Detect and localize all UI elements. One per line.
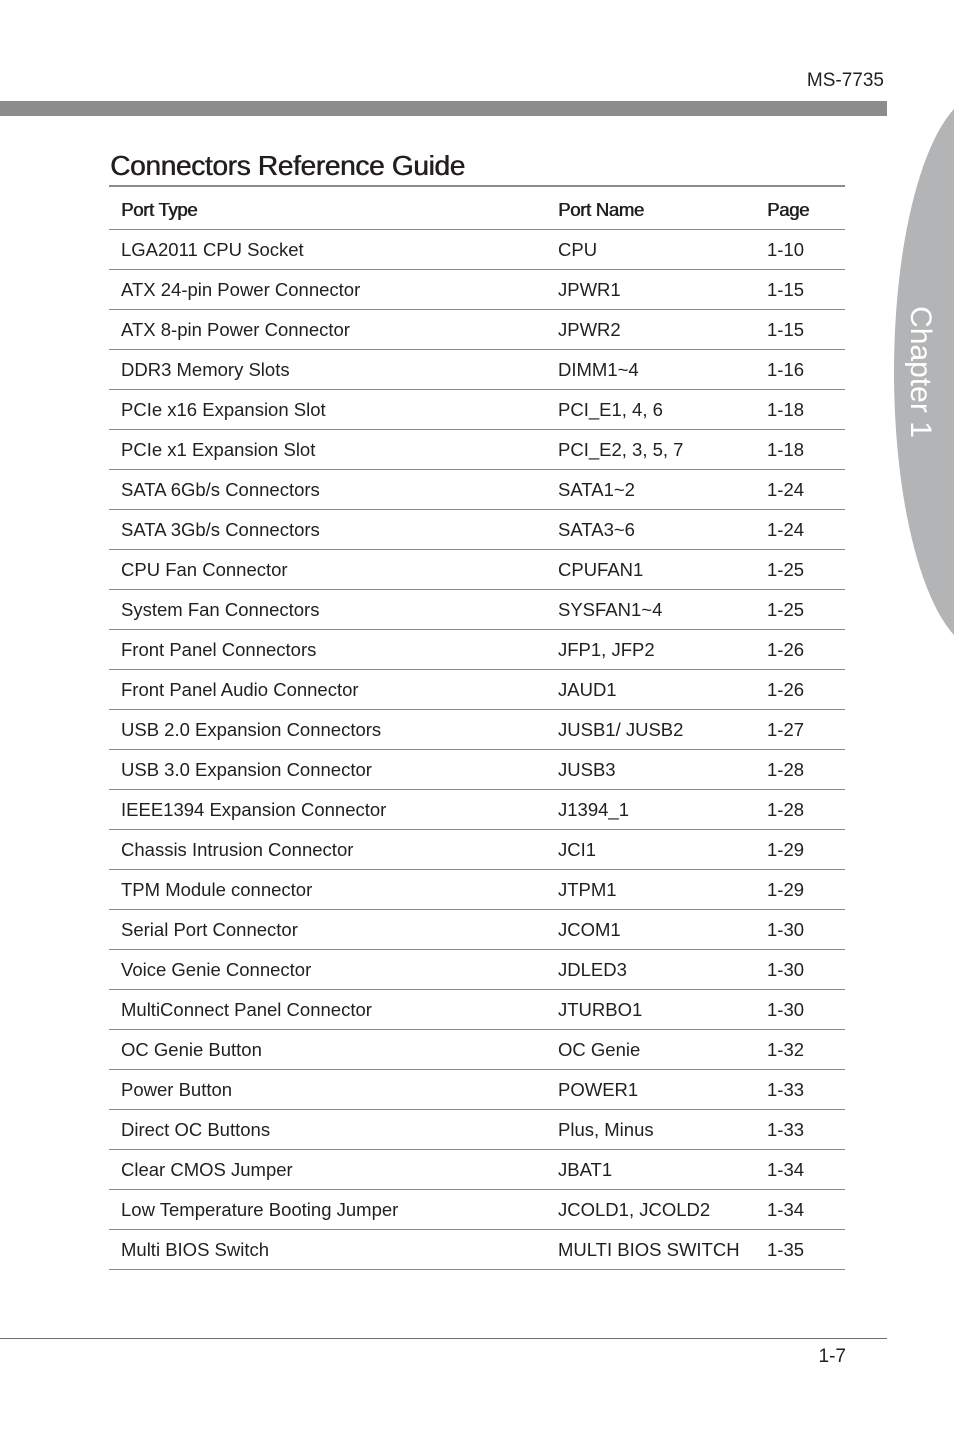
table-header-row (109, 190, 845, 230)
cell-page: 1-33 (755, 1070, 845, 1110)
cell-port-name: JPWR2 (546, 310, 755, 350)
cell-page: 1-29 (755, 870, 845, 910)
table-row (109, 1070, 845, 1110)
cell-port-type: PCIe x16 Expansion Slot (109, 390, 546, 430)
cell-page: 1-24 (755, 470, 845, 510)
cell-page: 1-25 (755, 590, 845, 630)
table-row (109, 510, 845, 550)
cell-port-name: CPUFAN1 (546, 550, 755, 590)
page-number: 1-7 (818, 1346, 846, 1367)
cell-page: 1-34 (755, 1150, 845, 1190)
table-row (109, 270, 845, 310)
table-row (109, 1230, 845, 1270)
cell-port-name: J1394_1 (546, 790, 755, 830)
cell-port-type: TPM Module connector (109, 870, 546, 910)
cell-port-name: JFP1, JFP2 (546, 630, 755, 670)
cell-page: 1-15 (755, 310, 845, 350)
cell-port-type: LGA2011 CPU Socket (109, 230, 546, 270)
cell-port-type: DDR3 Memory Slots (109, 350, 546, 390)
cell-port-type: CPU Fan Connector (109, 550, 546, 590)
cell-port-name: JCOM1 (546, 910, 755, 950)
cell-port-name: JBAT1 (546, 1150, 755, 1190)
cell-port-name: JCI1 (546, 830, 755, 870)
cell-page: 1-30 (755, 950, 845, 990)
cell-port-name: JDLED3 (546, 950, 755, 990)
cell-port-name: JUSB1/ JUSB2 (546, 710, 755, 750)
table-row (109, 350, 845, 390)
cell-port-type: USB 3.0 Expansion Connector (109, 750, 546, 790)
table-body (109, 230, 845, 1270)
cell-port-name: MULTI BIOS SWITCH (546, 1230, 755, 1270)
column-header-port-name: Port Name (546, 190, 755, 230)
column-header-port-type: Port Type (109, 190, 546, 230)
cell-page: 1-33 (755, 1110, 845, 1150)
cell-page: 1-24 (755, 510, 845, 550)
cell-port-type: Multi BIOS Switch (109, 1230, 546, 1270)
connectors-table (109, 190, 845, 1270)
cell-page: 1-30 (755, 990, 845, 1030)
page-title: Connectors Reference Guide (110, 150, 465, 181)
cell-page: 1-16 (755, 350, 845, 390)
cell-port-name: SATA3~6 (546, 510, 755, 550)
cell-page: 1-35 (755, 1230, 845, 1270)
cell-page: 1-26 (755, 630, 845, 670)
table-row (109, 830, 845, 870)
cell-port-type: USB 2.0 Expansion Connectors (109, 710, 546, 750)
cell-port-name: POWER1 (546, 1070, 755, 1110)
cell-port-type: Direct OC Buttons (109, 1110, 546, 1150)
cell-port-name: PCI_E2, 3, 5, 7 (546, 430, 755, 470)
cell-port-type: ATX 24-pin Power Connector (109, 270, 546, 310)
cell-page: 1-18 (755, 390, 845, 430)
cell-port-type: Voice Genie Connector (109, 950, 546, 990)
cell-page: 1-30 (755, 910, 845, 950)
cell-port-name: JCOLD1, JCOLD2 (546, 1190, 755, 1230)
cell-port-name: JAUD1 (546, 670, 755, 710)
model-number: MS-7735 (806, 70, 884, 91)
table-row (109, 430, 845, 470)
table-row (109, 630, 845, 670)
cell-port-type: SATA 6Gb/s Connectors (109, 470, 546, 510)
table-row (109, 950, 845, 990)
cell-port-type: Chassis Intrusion Connector (109, 830, 546, 870)
cell-page: 1-34 (755, 1190, 845, 1230)
cell-port-type: Front Panel Audio Connector (109, 670, 546, 710)
cell-port-type: MultiConnect Panel Connector (109, 990, 546, 1030)
cell-port-name: OC Genie (546, 1030, 755, 1070)
column-header-page: Page (755, 190, 845, 230)
cell-page: 1-18 (755, 430, 845, 470)
table-row (109, 710, 845, 750)
table-row (109, 550, 845, 590)
cell-port-name: Plus, Minus (546, 1110, 755, 1150)
cell-page: 1-32 (755, 1030, 845, 1070)
cell-port-type: ATX 8-pin Power Connector (109, 310, 546, 350)
cell-page: 1-15 (755, 270, 845, 310)
table-row (109, 230, 845, 270)
cell-port-name: CPU (546, 230, 755, 270)
cell-page: 1-27 (755, 710, 845, 750)
table-row (109, 1190, 845, 1230)
cell-port-name: JPWR1 (546, 270, 755, 310)
cell-port-type: PCIe x1 Expansion Slot (109, 430, 546, 470)
cell-page: 1-10 (755, 230, 845, 270)
cell-port-name: DIMM1~4 (546, 350, 755, 390)
cell-page: 1-29 (755, 830, 845, 870)
cell-page: 1-26 (755, 670, 845, 710)
cell-port-type: Serial Port Connector (109, 910, 546, 950)
cell-port-name: JTPM1 (546, 870, 755, 910)
cell-port-type: IEEE1394 Expansion Connector (109, 790, 546, 830)
cell-port-type: SATA 3Gb/s Connectors (109, 510, 546, 550)
table-row (109, 910, 845, 950)
cell-page: 1-25 (755, 550, 845, 590)
table-row (109, 590, 845, 630)
cell-port-type: Front Panel Connectors (109, 630, 546, 670)
cell-port-type: Low Temperature Booting Jumper (109, 1190, 546, 1230)
table-row (109, 1030, 845, 1070)
cell-port-type: Clear CMOS Jumper (109, 1150, 546, 1190)
table-row (109, 670, 845, 710)
table-row (109, 870, 845, 910)
header-bar (0, 101, 887, 116)
table-row (109, 790, 845, 830)
table-row (109, 990, 845, 1030)
cell-port-type: System Fan Connectors (109, 590, 546, 630)
cell-port-name: JUSB3 (546, 750, 755, 790)
cell-port-type: Power Button (109, 1070, 546, 1110)
table-row (109, 310, 845, 350)
cell-port-type: OC Genie Button (109, 1030, 546, 1070)
cell-port-name: PCI_E1, 4, 6 (546, 390, 755, 430)
cell-page: 1-28 (755, 750, 845, 790)
cell-port-name: SYSFAN1~4 (546, 590, 755, 630)
cell-page: 1-28 (755, 790, 845, 830)
table-row (109, 390, 845, 430)
table-row (109, 1110, 845, 1150)
cell-port-name: JTURBO1 (546, 990, 755, 1030)
chapter-label: Chapter 1 (904, 306, 937, 438)
table-row (109, 1150, 845, 1190)
title-rule (109, 185, 845, 187)
table-row (109, 470, 845, 510)
table-row (109, 750, 845, 790)
cell-port-name: SATA1~2 (546, 470, 755, 510)
footer-rule (0, 1338, 887, 1339)
